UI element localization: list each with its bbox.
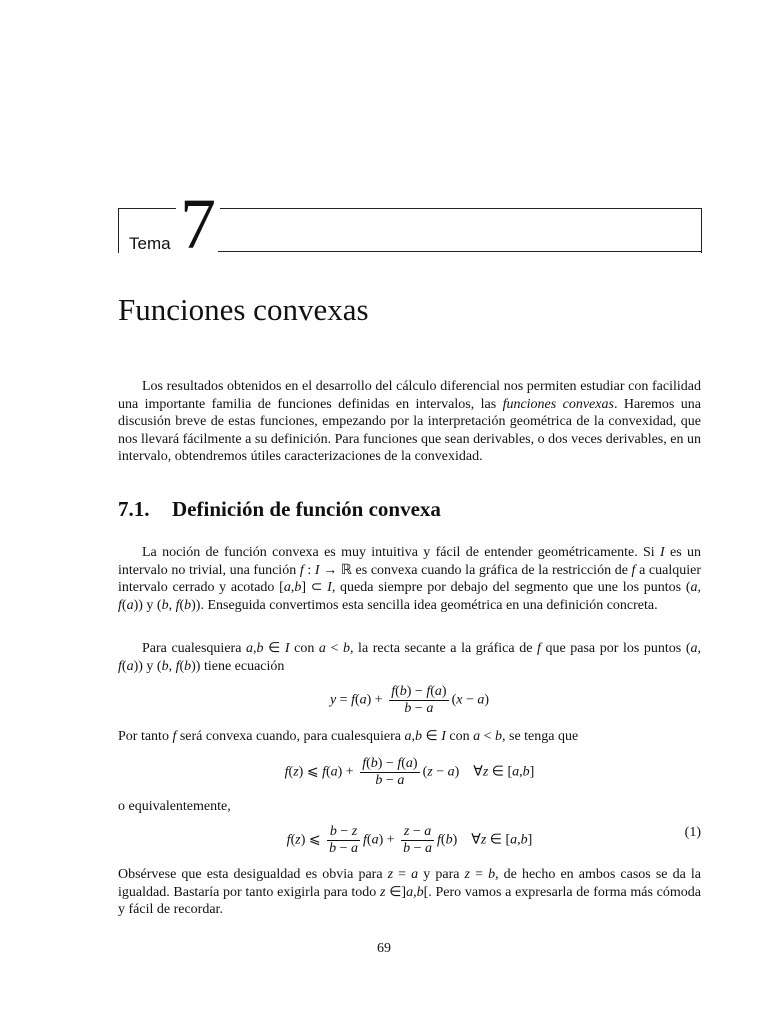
page-number: 69 (377, 941, 391, 956)
section-heading: 7.1. Definición de función convexa (118, 497, 441, 521)
equation-number: (1) (684, 825, 701, 840)
chapter-frame-rule (218, 251, 701, 252)
page-title: Funciones convexas (118, 292, 369, 327)
equation-convex-combination: f(z) ⩽ $\frac{b - z}{b - a}$ f(a) + $\frac{z - a}{b - a}$ f(b) ∀z ∈ [a,b] (1) (286, 824, 701, 856)
paragraph-secant: Para cualesquiera a,b ∈ I con a < b, la recta secante a la gráfica de f que pasa por los puntos (a, f(a)) y (b, f(b)) tiene ecuación (118, 641, 701, 674)
paragraph-remark: Obsérvese que esta desigualdad es obvia para z = a y para z = b, de hecho en ambos casos se da la igualdad. Bastaría por tanto exigirla para todo z ∈]a,b[. Pero vamos a expresarla de forma más cómoda y fácil de recordar. (118, 867, 701, 918)
equation-convex-inequality: f(z) ⩽ f(a) + $\frac{f(b) - f(a)}{b - a}$ (z − a) ∀z ∈ [a,b] (284, 756, 535, 788)
chapter-number: 7 (180, 184, 216, 264)
paragraph-convex-condition: Por tanto f será convexa cuando, para cualesquiera a,b ∈ I con a < b, se tenga que (118, 729, 579, 744)
paragraph-definition: La noción de función convexa es muy intuitiva y fácil de entender geométricamente. Si I es un intervalo no trivial, una función f : I → ℝ es convexa cuando la gráfica de la restricción de f a cualquier intervalo cerrado y acotado [a,b] ⊂ I, queda siempre por debajo del segmento que une los puntos (a, f(a)) y (b, f(b)). Enseguida convertimos esta sencilla idea geométrica en una definición concreta. (118, 545, 701, 613)
chapter-label: Tema (129, 234, 171, 253)
paragraph-equivalently: o equivalentemente, (118, 799, 231, 814)
intro-paragraph: Los resultados obtenidos en el desarrollo del cálculo diferencial nos permiten estudiar con facilidad una importante familia de funciones definidas en intervalos, las funciones convexas. Haremos una discusión breve de estas funciones, empezando por la interpretación geométrica de la convexidad, que nos llevará fácilmente a su definición. Para funciones que sean derivables, o dos veces derivables, en un intervalo, obtendremos útiles caracterizaciones de la convexidad. (118, 379, 701, 465)
equation-secant-line: y = f(a) + $\frac{f(b) - f(a)}{b - a}$ (x − a) (329, 684, 490, 716)
